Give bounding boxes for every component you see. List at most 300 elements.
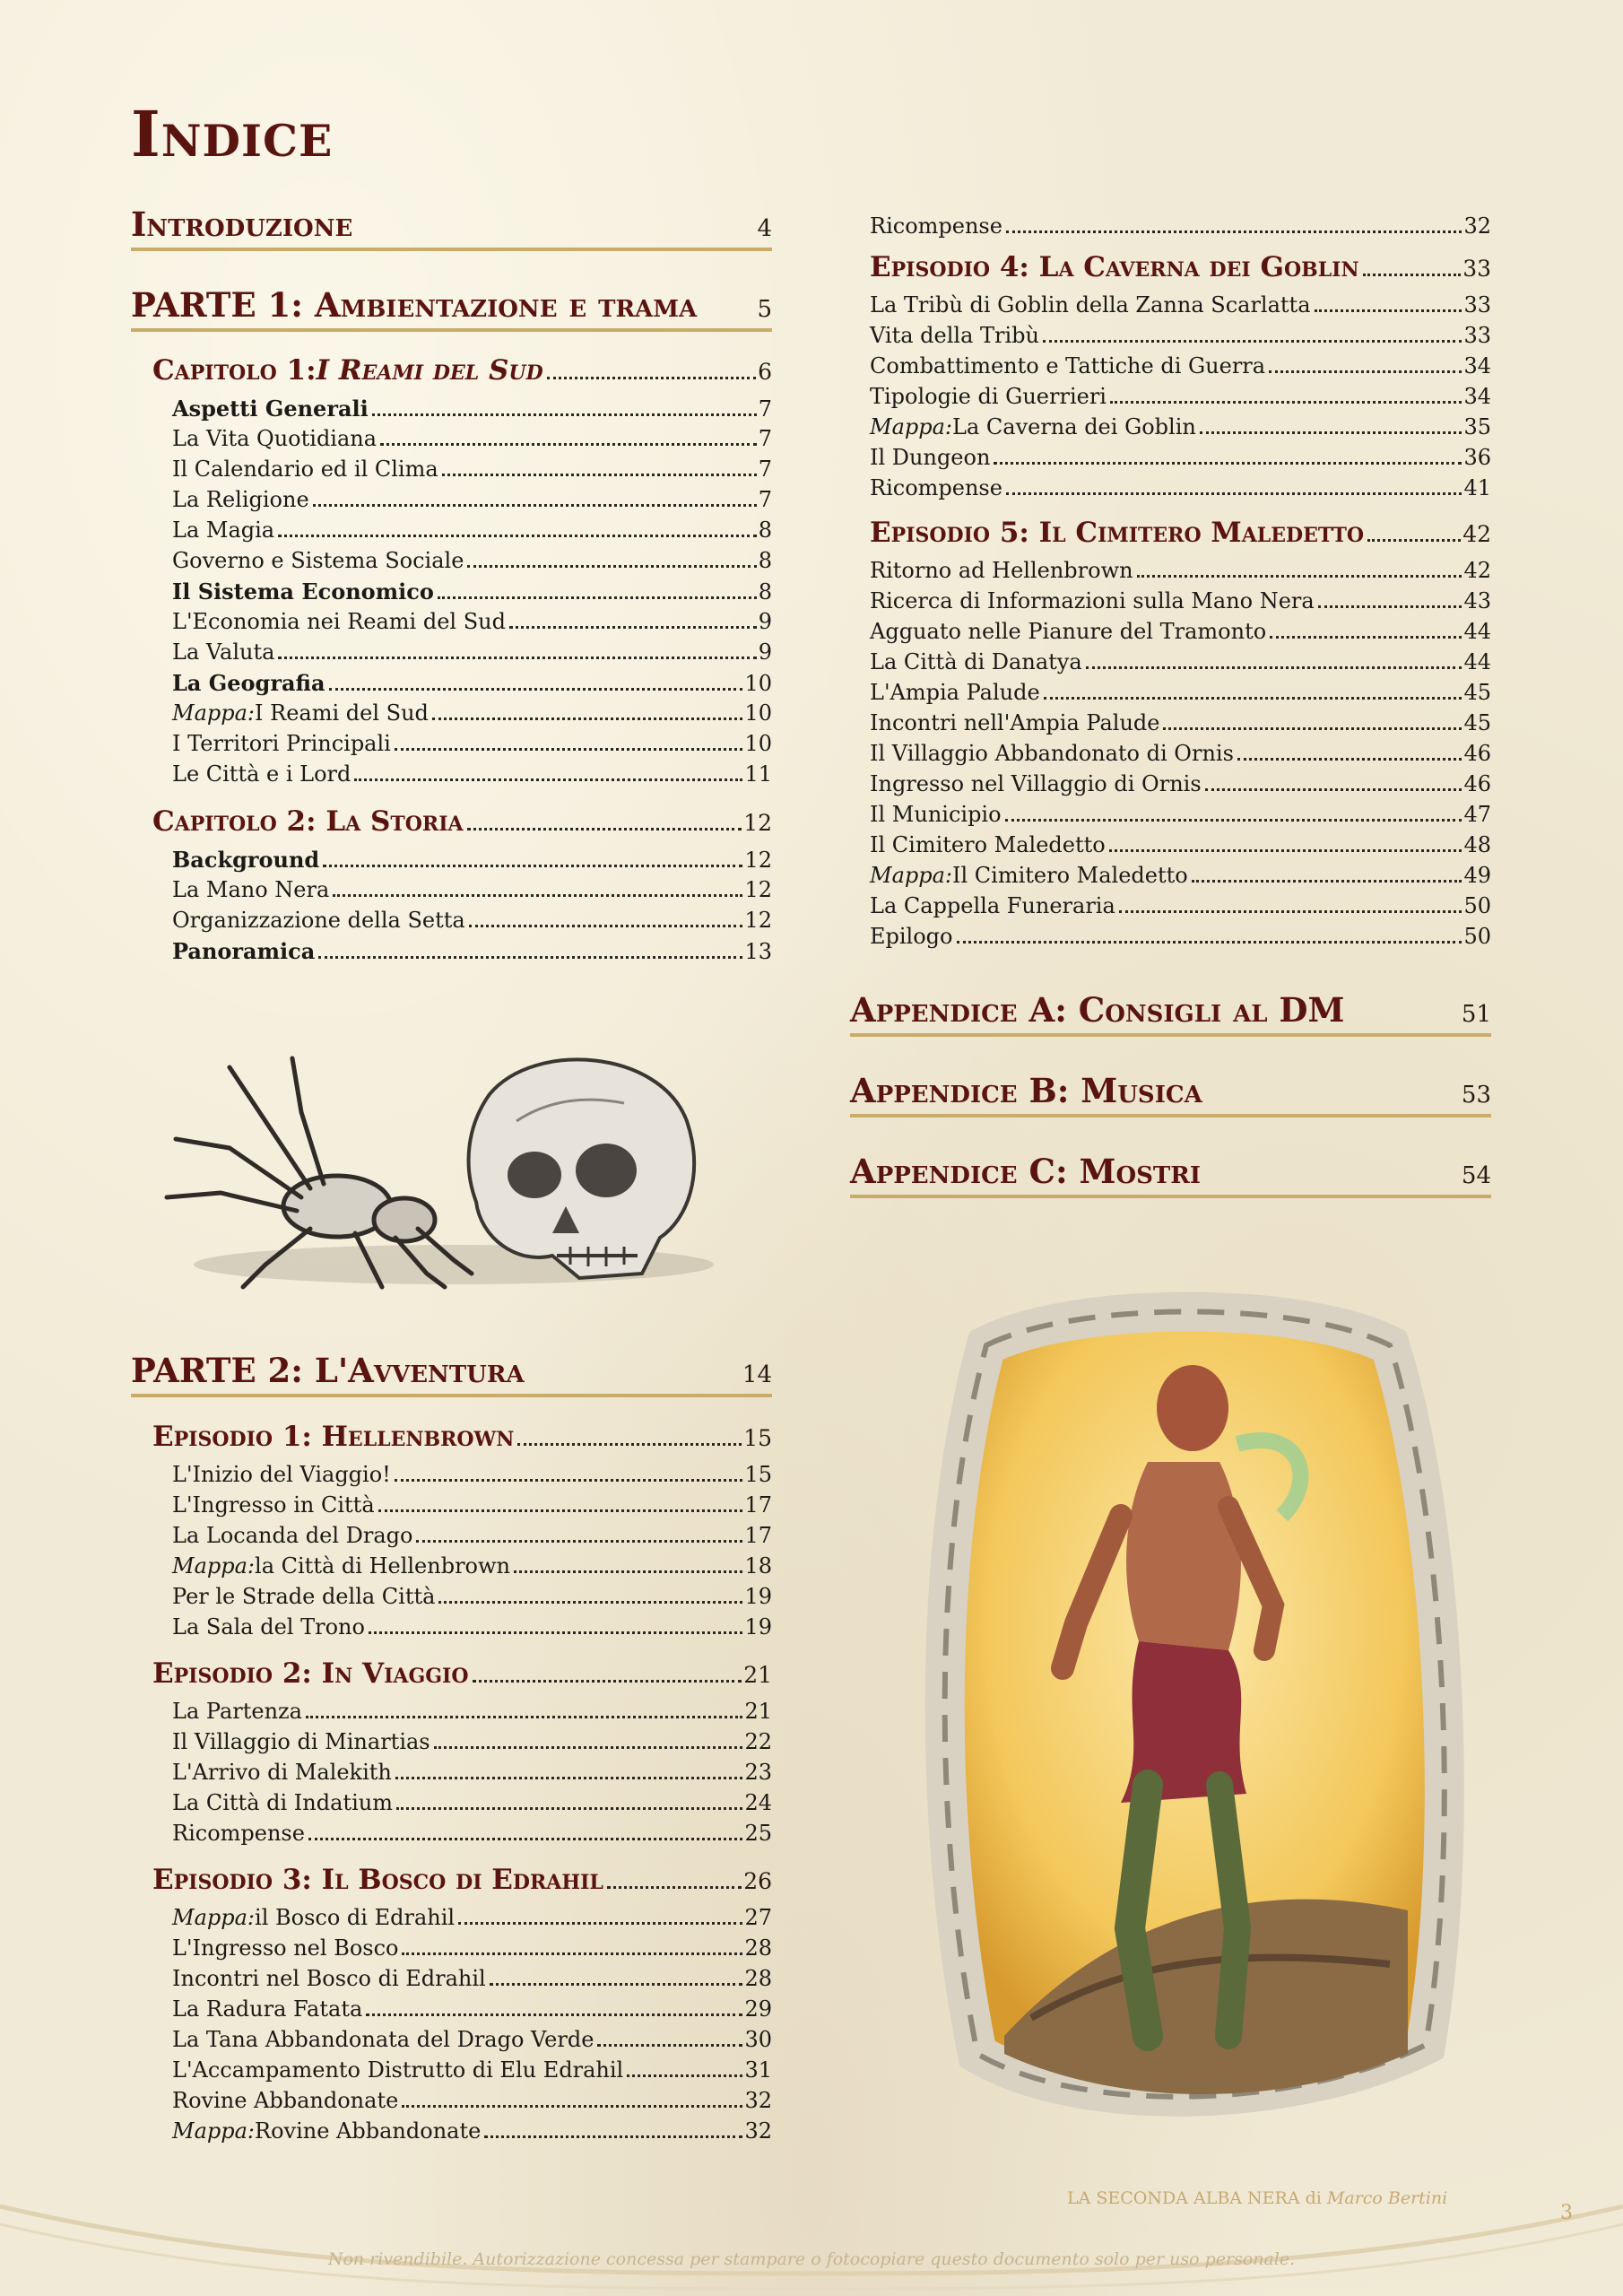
toc-entry[interactable]	[172, 1614, 772, 1645]
toc-entry-label: Il Dungeon	[870, 445, 991, 470]
dot-leader	[432, 718, 743, 720]
toc-chapter-heading[interactable]	[152, 1864, 772, 1905]
toc-page-number: 48	[1463, 832, 1491, 857]
toc-page-number: 17	[744, 1492, 772, 1518]
toc-page-number: 5	[757, 296, 772, 323]
toc-entry-label: L'Economia nei Reami del Sud	[172, 609, 506, 634]
dot-leader	[1192, 880, 1462, 883]
toc-appendice-c[interactable]	[850, 1152, 1491, 1198]
toc-entry[interactable]	[172, 426, 772, 457]
toc-page-number: 12	[744, 848, 772, 873]
toc-entry-label: il Bosco di Edrahil	[255, 1905, 456, 1930]
dot-leader	[323, 865, 742, 867]
toc-entry[interactable]	[172, 487, 772, 517]
toc-entry-list	[829, 558, 1491, 954]
toc-chapter-heading[interactable]	[152, 805, 772, 847]
toc-entry-label: Incontri nell'Ampia Palude	[870, 710, 1160, 735]
toc-page-number: 33	[1462, 256, 1491, 282]
toc-page-number: 7	[758, 457, 772, 482]
toc-page-number: 25	[744, 1821, 772, 1846]
toc-entry[interactable]	[870, 414, 1491, 445]
toc-page-number: 9	[758, 609, 772, 634]
toc-capitolo-1	[131, 354, 772, 792]
toc-entry[interactable]	[870, 893, 1491, 924]
toc-entry-list	[131, 1699, 772, 1851]
toc-page-number: 19	[744, 1584, 772, 1609]
dot-leader	[395, 1777, 743, 1779]
toc-entry-label: Agguato nelle Pianure del Tramonto	[870, 619, 1267, 644]
toc-entry[interactable]	[172, 609, 772, 639]
dot-leader	[1163, 727, 1462, 730]
toc-entry-label: I Territori Principali	[172, 731, 391, 756]
toc-entry-label: La Locanda del Drago	[172, 1523, 413, 1548]
toc-parte-1[interactable]	[131, 285, 772, 332]
dot-leader	[1318, 605, 1462, 608]
toc-entry[interactable]	[870, 475, 1491, 506]
dot-leader	[1269, 370, 1462, 373]
toc-chapter-heading[interactable]	[152, 1657, 772, 1699]
toc-entry-prefix: Mappa:	[172, 1905, 256, 1930]
toc-entry-label: La Sala del Trono	[172, 1614, 365, 1639]
toc-entry-label: Il Cimitero Maledetto	[870, 832, 1106, 857]
footer-credit-title: LA SECONDA ALBA NERA di	[1067, 2188, 1327, 2208]
dot-leader	[484, 2135, 742, 2138]
toc-page-number: 19	[744, 1614, 772, 1639]
toc-entry[interactable]	[172, 2088, 772, 2118]
dot-leader	[402, 1952, 742, 1955]
toc-entry-prefix: Mappa:	[172, 700, 256, 726]
toc-entry[interactable]	[172, 1905, 772, 1935]
toc-page-number: 44	[1463, 619, 1491, 644]
toc-page-number: 34	[1463, 384, 1491, 409]
toc-entry-label: Il Villaggio Abbandonato di Ornis	[870, 741, 1234, 766]
toc-entry-label: la Città di Hellenbrown	[255, 1553, 510, 1578]
toc-entry-label: Rovine Abbandonate	[255, 2118, 482, 2144]
toc-chapter-label: Episodio 2: In Viaggio	[152, 1657, 469, 1690]
toc-entry[interactable]	[172, 1966, 772, 1996]
dot-leader	[442, 474, 757, 476]
toc-entry[interactable]	[172, 1935, 772, 1966]
toc-episodio-2	[131, 1657, 772, 1851]
toc-entry-prefix: Mappa:	[870, 863, 953, 888]
dot-leader	[547, 377, 756, 379]
toc-chapter-heading[interactable]	[152, 1421, 772, 1462]
toc-page-number: 22	[744, 1729, 772, 1754]
toc-entry-list	[131, 396, 772, 792]
toc-page-number: 12	[744, 877, 772, 902]
toc-entry-prefix: Mappa:	[870, 414, 953, 439]
toc-entry-label: I Reami del Sud	[255, 700, 429, 726]
toc-entry[interactable]	[870, 292, 1491, 323]
toc-entry-label: La Religione	[172, 487, 309, 512]
toc-entry-label: L'Inizio del Viaggio!	[172, 1462, 391, 1487]
dot-leader	[627, 2074, 742, 2077]
toc-page-number: 26	[743, 1868, 772, 1894]
toc-page-number: 45	[1463, 680, 1491, 705]
dot-leader	[333, 894, 742, 897]
toc-heading-label: PARTE 2: L'Avventura	[131, 1351, 525, 1390]
toc-page-number: 13	[744, 939, 772, 964]
toc-entry[interactable]	[870, 832, 1491, 863]
toc-chapter-label: Episodio 4: La Caverna dei Goblin	[870, 251, 1359, 283]
toc-entry[interactable]	[172, 1523, 772, 1553]
dot-leader	[1137, 575, 1462, 578]
dot-leader	[306, 1716, 742, 1718]
toc-parte-2[interactable]	[131, 1351, 772, 1397]
toc-entry[interactable]	[172, 1584, 772, 1614]
toc-entry[interactable]	[172, 578, 772, 609]
toc-heading-label: Introduzione	[131, 204, 353, 244]
toc-entry[interactable]	[870, 619, 1491, 649]
toc-entry[interactable]	[870, 802, 1491, 832]
toc-entry[interactable]	[870, 924, 1491, 954]
toc-episodio-5	[850, 517, 1491, 954]
toc-page-number: 8	[758, 579, 772, 604]
toc-chapter-heading[interactable]	[870, 251, 1491, 292]
toc-entry[interactable]	[172, 2027, 772, 2057]
toc-entry-list	[829, 292, 1491, 506]
toc-page-number: 35	[1463, 414, 1491, 439]
dot-leader	[396, 1807, 743, 1810]
toc-appendice-b[interactable]	[850, 1071, 1491, 1118]
dot-leader	[469, 925, 743, 927]
dot-leader	[395, 748, 743, 751]
dot-leader	[366, 2013, 742, 2016]
dot-leader	[380, 443, 757, 446]
toc-intro[interactable]	[131, 204, 772, 251]
dot-leader	[1315, 309, 1462, 312]
dot-leader	[1043, 340, 1462, 343]
toc-appendice-a[interactable]	[850, 990, 1491, 1037]
toc-entry-label: Combattimento e Tattiche di Guerra	[870, 353, 1266, 378]
toc-entry-label: La Tribù di Goblin della Zanna Scarlatta	[870, 292, 1311, 317]
toc-entry-list	[131, 1462, 772, 1645]
toc-page-number: 8	[758, 548, 772, 573]
toc-entry-label: La Cappella Funeraria	[870, 893, 1115, 918]
toc-page-number: 46	[1463, 771, 1491, 796]
toc-page-number: 28	[744, 1935, 772, 1961]
toc-page-number: 10	[744, 700, 772, 726]
toc-page-number: 7	[758, 487, 772, 512]
toc-chapter-label: Capitolo 2: La Storia	[152, 805, 464, 838]
toc-entry[interactable]	[870, 558, 1491, 588]
dot-leader	[1200, 431, 1462, 434]
toc-entry-label: La Città di Danatya	[870, 649, 1082, 674]
toc-heading-label: Appendice C: Mostri	[850, 1152, 1201, 1191]
toc-entry-label: Ricompense	[172, 1821, 305, 1846]
toc-entry-label: Il Villaggio di Minartias	[172, 1729, 430, 1754]
dot-leader	[467, 828, 742, 831]
dot-leader	[1005, 819, 1462, 822]
toc-entry[interactable]	[172, 639, 772, 670]
dot-leader	[1006, 230, 1462, 233]
dot-leader	[994, 462, 1462, 465]
dot-leader	[1110, 401, 1462, 404]
dot-leader	[369, 1631, 743, 1634]
dot-leader	[354, 778, 742, 781]
dot-leader	[490, 1983, 743, 1986]
toc-chapter-label: Episodio 3: Il Bosco di Edrahil	[152, 1864, 603, 1896]
dot-leader	[458, 1922, 742, 1925]
dot-leader	[372, 413, 757, 416]
toc-page-number: 17	[744, 1523, 772, 1548]
toc-entry[interactable]	[172, 1790, 772, 1821]
toc-entry-list	[131, 1905, 772, 2149]
dot-leader	[438, 596, 757, 599]
toc-page-number: 6	[758, 359, 772, 385]
toc-entry-label: Panoramica	[172, 938, 316, 964]
toc-entry-label: L'Ampia Palude	[870, 680, 1040, 705]
toc-episodio-1	[131, 1421, 772, 1645]
dot-leader	[438, 1601, 742, 1604]
toc-page-number: 14	[742, 1361, 772, 1388]
toc-chapter-heading[interactable]	[870, 517, 1491, 558]
toc-entry[interactable]	[870, 445, 1491, 475]
toc-entry[interactable]	[172, 761, 772, 792]
toc-chapter-label: Episodio 5: Il Cimitero Maledetto	[870, 517, 1364, 549]
toc-entry-label: La Valuta	[172, 639, 275, 665]
toc-page-number: 42	[1462, 521, 1491, 547]
toc-page-number: 50	[1463, 924, 1491, 949]
toc-entry[interactable]	[172, 700, 772, 731]
toc-entry-label: Governo e Sistema Sociale	[172, 548, 464, 573]
dot-leader	[278, 657, 756, 659]
page-title: Indice	[131, 97, 334, 171]
toc-page-number: 21	[744, 1699, 772, 1724]
toc-page-number: 45	[1463, 710, 1491, 735]
toc-entry-label: La Tana Abbandonata del Drago Verde	[172, 2027, 595, 2052]
dot-leader	[514, 1570, 742, 1573]
toc-entry-label: Ingresso nel Villaggio di Ornis	[870, 771, 1202, 796]
toc-page-number: 41	[1463, 475, 1491, 500]
toc-page-number: 50	[1463, 893, 1491, 918]
dot-leader	[957, 941, 1462, 944]
toc-entry[interactable]	[172, 1821, 772, 1851]
toc-entry[interactable]	[172, 517, 772, 548]
toc-entry[interactable]	[870, 384, 1491, 414]
dot-leader	[395, 1479, 743, 1482]
toc-entry-label: La Partenza	[172, 1699, 302, 1724]
toc-entry-label: La Magia	[172, 517, 275, 543]
toc-page-number: 7	[758, 426, 772, 451]
dot-leader	[1363, 274, 1462, 276]
dot-leader	[1109, 849, 1462, 852]
toc-entry[interactable]	[870, 213, 1491, 244]
toc-page-number: 15	[744, 1462, 772, 1487]
dot-leader	[473, 1680, 742, 1683]
dot-leader	[509, 626, 757, 629]
toc-entry[interactable]	[172, 938, 772, 969]
footer-credit-author: Marco Bertini	[1326, 2188, 1448, 2208]
toc-entry-label: Il Municipio	[870, 802, 1002, 827]
toc-entry-label: Il Cimitero Maledetto	[952, 863, 1188, 888]
dot-leader	[1205, 788, 1462, 791]
toc-entry-label: Background	[172, 847, 320, 873]
toc-entry-label: Organizzazione della Setta	[172, 908, 465, 933]
toc-page-number: 28	[744, 1966, 772, 1991]
toc-page-number: 33	[1463, 323, 1491, 348]
toc-page-number: 43	[1463, 588, 1491, 613]
dot-leader	[1044, 697, 1462, 700]
toc-page-number: 21	[743, 1662, 772, 1688]
page-number: 3	[1560, 2202, 1573, 2224]
dot-leader	[378, 1509, 743, 1512]
toc-entry[interactable]	[172, 457, 772, 487]
toc-entry[interactable]	[172, 2118, 772, 2149]
toc-page-number: 34	[1463, 353, 1491, 378]
toc-page-number: 36	[1463, 445, 1491, 470]
toc-page-number: 31	[744, 2057, 772, 2083]
toc-page-number: 44	[1463, 649, 1491, 674]
toc-entry[interactable]	[870, 680, 1491, 710]
dot-leader	[278, 535, 757, 537]
toc-entry[interactable]	[172, 1462, 772, 1492]
toc-heading-label: PARTE 1: Ambientazione e trama	[131, 285, 698, 325]
toc-entry-label: Epilogo	[870, 924, 953, 949]
dot-leader	[1006, 492, 1462, 495]
toc-heading-label: Appendice A: Consigli al DM	[850, 990, 1345, 1030]
toc-page-number: 18	[744, 1553, 772, 1578]
toc-entry-label: L'Accampamento Distrutto di Elu Edrahil	[172, 2057, 624, 2083]
toc-entry[interactable]	[172, 1760, 772, 1790]
toc-page-number: 32	[744, 2088, 772, 2113]
toc-entry-label: L'Ingresso in Città	[172, 1492, 375, 1518]
toc-entry[interactable]	[870, 710, 1491, 741]
dot-leader	[1237, 758, 1462, 761]
dot-leader	[329, 688, 743, 691]
toc-page-number: 47	[1463, 802, 1491, 827]
toc-entry[interactable]	[172, 670, 772, 700]
toc-chapter-label: Episodio 1: Hellenbrown	[152, 1421, 515, 1453]
toc-entry-label: Ricerca di Informazioni sulla Mano Nera	[870, 588, 1315, 613]
toc-entry-label: La Caverna dei Goblin	[952, 414, 1196, 439]
dot-leader	[1270, 636, 1462, 639]
toc-entry-label: Il Calendario ed il Clima	[172, 457, 438, 482]
toc-entry-label: Il Sistema Economico	[172, 578, 434, 604]
toc-entry[interactable]	[172, 877, 772, 908]
toc-page-number: 7	[758, 396, 772, 422]
toc-entry-label: L'Ingresso nel Bosco	[172, 1935, 399, 1961]
dot-leader	[308, 1838, 743, 1840]
toc-entry-label: La Mano Nera	[172, 877, 330, 902]
ghoul-illustration	[852, 1247, 1497, 2179]
toc-heading-label: Appendice B: Musica	[850, 1071, 1202, 1110]
toc-entry-prefix: Mappa:	[172, 1553, 256, 1578]
dot-leader	[313, 504, 757, 507]
toc-page-number: 15	[743, 1425, 772, 1451]
toc-entry[interactable]	[172, 1699, 772, 1729]
toc-page-number: 12	[744, 908, 772, 933]
footer-credit	[1067, 2188, 1447, 2208]
toc-page-number: 30	[744, 2027, 772, 2052]
dot-leader	[467, 565, 756, 568]
toc-entry-label: L'Arrivo di Malekith	[172, 1760, 392, 1785]
toc-page-number: 32	[744, 2118, 772, 2144]
toc-entry[interactable]	[870, 649, 1491, 680]
toc-page-number: 51	[1461, 1001, 1491, 1028]
toc-entry-label: Incontri nel Bosco di Edrahil	[172, 1966, 486, 1991]
toc-chapter-label: Capitolo 1:	[152, 354, 317, 387]
toc-entry-label: Rovine Abbandonate	[172, 2088, 399, 2113]
toc-entry-label: Aspetti Generali	[172, 396, 369, 422]
toc-entry[interactable]	[172, 908, 772, 938]
toc-entry[interactable]	[172, 847, 772, 877]
toc-entry[interactable]	[172, 1996, 772, 2027]
dot-leader	[607, 1886, 742, 1889]
toc-entry[interactable]	[172, 1553, 772, 1584]
toc-entry-label: La Città di Indatium	[172, 1790, 393, 1815]
toc-page-number: 32	[1463, 213, 1491, 239]
toc-entry-label: La Geografia	[172, 670, 325, 696]
dot-leader	[517, 1443, 742, 1446]
toc-page-number: 29	[744, 1996, 772, 2022]
toc-entry-label: La Radura Fatata	[172, 1996, 363, 2022]
toc-entry[interactable]	[870, 353, 1491, 384]
toc-entry-label: Ritorno ad Hellenbrown	[870, 558, 1133, 583]
toc-page-number: 27	[744, 1905, 772, 1930]
toc-entry[interactable]	[870, 323, 1491, 353]
dot-leader	[402, 2105, 742, 2108]
dot-leader	[597, 2044, 742, 2047]
toc-page-number: 11	[744, 761, 772, 787]
toc-entry[interactable]	[870, 588, 1491, 619]
toc-entry-list	[131, 847, 772, 969]
toc-entry-label: Le Città e i Lord	[172, 761, 352, 787]
toc-entry[interactable]	[172, 396, 772, 426]
toc-page-number: 24	[744, 1790, 772, 1815]
toc-entry-label: Ricompense	[870, 475, 1002, 500]
toc-entry[interactable]	[172, 2057, 772, 2088]
dot-leader	[318, 956, 742, 959]
toc-capitolo-2	[131, 805, 772, 969]
skull-icon	[469, 1059, 694, 1278]
toc-entry[interactable]	[172, 548, 772, 578]
toc-page-number: 10	[744, 731, 772, 756]
toc-entry[interactable]	[172, 731, 772, 761]
toc-chapter-heading[interactable]	[152, 354, 772, 396]
dot-leader	[434, 1746, 743, 1749]
dot-leader	[416, 1540, 742, 1543]
toc-entry[interactable]	[172, 1492, 772, 1523]
toc-page-number: 10	[744, 671, 772, 696]
dot-leader	[1086, 666, 1462, 669]
toc-page-number: 12	[743, 810, 772, 836]
toc-page-number: 23	[744, 1760, 772, 1785]
toc-entry-label: Tipologie di Guerrieri	[870, 384, 1107, 409]
toc-entry[interactable]	[870, 863, 1491, 893]
toc-entry-label: Vita della Tribù	[870, 323, 1039, 348]
toc-page-number: 53	[1461, 1082, 1491, 1109]
toc-entry[interactable]	[870, 741, 1491, 771]
toc-chapter-label-italic: I Reami del Sud	[316, 354, 543, 387]
toc-entry-label: Ricompense	[870, 213, 1002, 239]
toc-page-number: 8	[758, 517, 772, 543]
toc-episodio-3-tail	[850, 213, 1491, 244]
toc-entry-prefix: Mappa:	[172, 2118, 256, 2144]
toc-page-number: 42	[1463, 558, 1491, 583]
toc-page-number: 54	[1461, 1162, 1491, 1189]
toc-page-number: 49	[1463, 863, 1491, 888]
dot-leader	[1367, 539, 1461, 542]
toc-page-number: 9	[758, 639, 772, 665]
dot-leader	[1119, 910, 1462, 913]
toc-episodio-3	[131, 1864, 772, 2149]
footer-legal-note: Non rivendibile. Autorizzazione concessa per stampare o fotocopiare questo documento solo per uso personale.	[327, 2249, 1296, 2269]
toc-entry[interactable]	[870, 771, 1491, 802]
toc-entry-label: Per le Strade della Città	[172, 1584, 436, 1609]
toc-entry[interactable]	[172, 1729, 772, 1760]
toc-page-number: 33	[1463, 292, 1491, 317]
